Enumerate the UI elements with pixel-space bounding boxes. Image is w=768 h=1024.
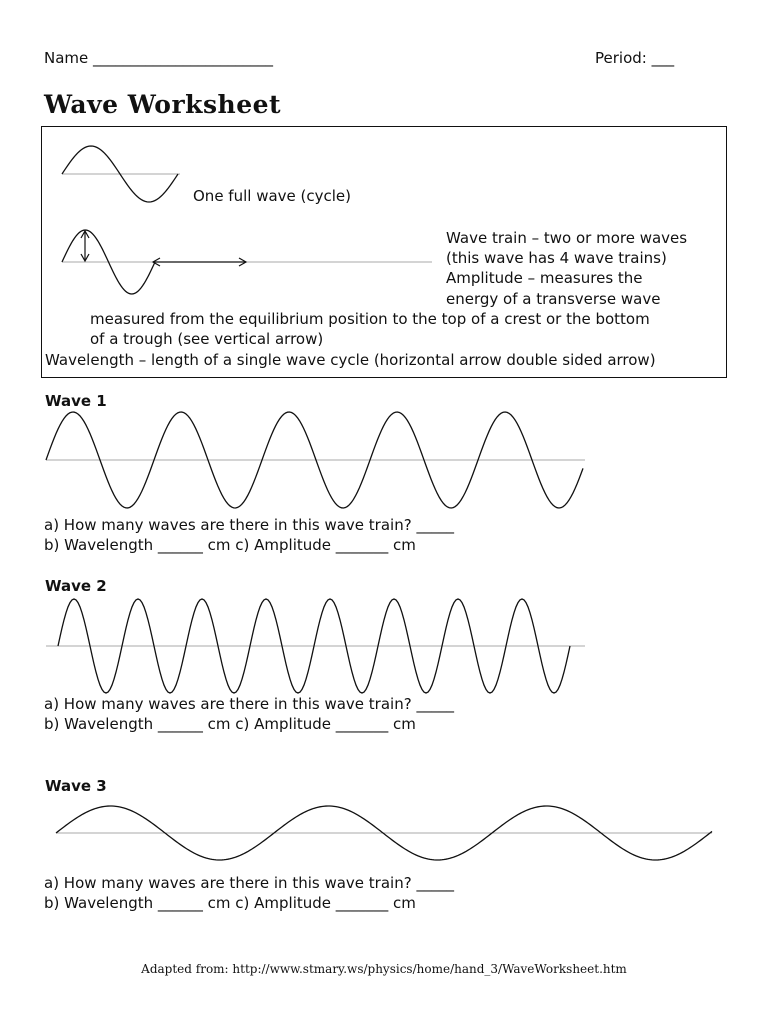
intro-line-wavelength: Wavelength – length of a single wave cycle (horizontal arrow double sided arrow) [45, 351, 656, 369]
intro-line-amplitude-trough: of a trough (see vertical arrow) [90, 330, 324, 348]
intro-line-wave-train-note: (this wave has 4 wave trains) [446, 249, 667, 267]
wave-1-question-b: b) Wavelength ______ cm c) Amplitude _______ cm [44, 536, 416, 554]
name-field-label: Name ________________________ [44, 49, 274, 67]
wave-3-title: Wave 3 [45, 777, 107, 795]
period-field-label: Period: ___ [595, 49, 675, 67]
intro-line-amplitude-measured: measured from the equilibrium position to the top of a crest or the bottom [90, 310, 650, 328]
wave-3-question-b: b) Wavelength ______ cm c) Amplitude _______ cm [44, 894, 416, 912]
page-title: Wave Worksheet [44, 90, 282, 119]
wave-1-question-a: a) How many waves are there in this wave train? _____ [44, 516, 454, 534]
wave-1-title: Wave 1 [45, 392, 107, 410]
intro-line-amplitude: Amplitude – measures the [446, 269, 643, 287]
intro-line-amplitude-energy: energy of a transverse wave [446, 290, 661, 308]
wave-2-question-b: b) Wavelength ______ cm c) Amplitude _______ cm [44, 715, 416, 733]
wave-3-question-a: a) How many waves are there in this wave train? _____ [44, 874, 454, 892]
wave-2-title: Wave 2 [45, 577, 107, 595]
wave-2-question-a: a) How many waves are there in this wave train? _____ [44, 695, 454, 713]
source-footer: Adapted from: http://www.stmary.ws/physics/home/hand_3/WaveWorksheet.htm [141, 962, 627, 976]
intro-line-wave-train: Wave train – two or more waves [446, 229, 688, 247]
one-full-wave-label: One full wave (cycle) [193, 187, 352, 205]
